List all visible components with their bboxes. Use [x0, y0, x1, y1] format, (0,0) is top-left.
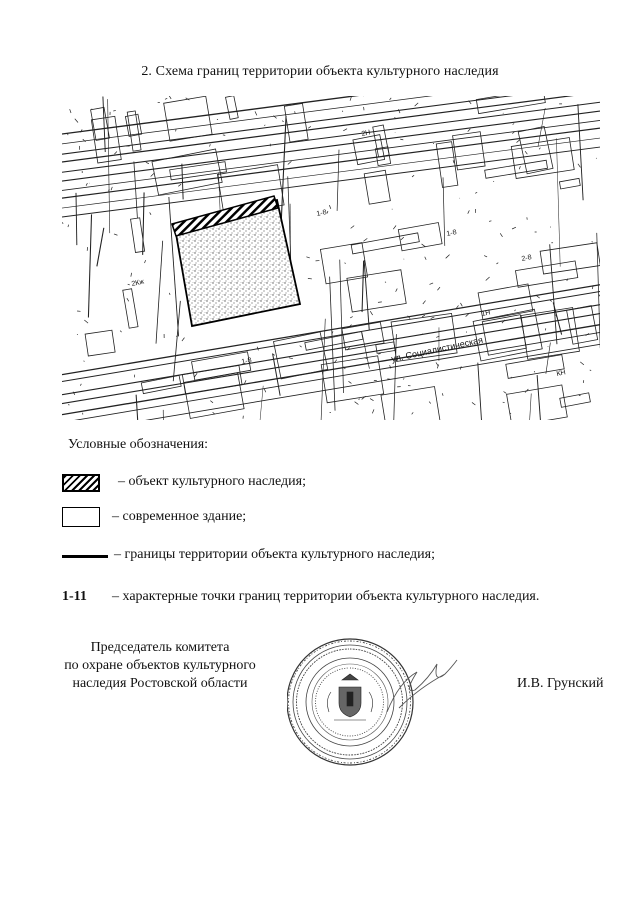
thick-line-icon [62, 555, 108, 558]
signatory-position: Председатель комитета по охране объектов культурного наследия Ростовской области [64, 640, 256, 691]
legend-item-points: 1-11 – характерные точки границ территории объекта культурного наследия. [62, 589, 540, 604]
hatched-box-icon [62, 474, 100, 492]
points-code: 1-11 [62, 589, 87, 604]
coat-of-arms-icon [327, 674, 372, 720]
street-label: ул. Социалистическая [390, 334, 484, 364]
heritage-territory [172, 196, 300, 326]
legend-item-boundary: – границы территории объекта культурного наследия; [62, 547, 602, 569]
map-sheet-label: 1-8 [240, 357, 253, 366]
map-sheet-label: КН [555, 369, 567, 378]
signatory-name: И.В. Грунский [517, 676, 604, 691]
legend-item-modern-building: – современное здание; [62, 507, 582, 529]
map-sheet-label: 2-8 [520, 254, 533, 263]
map-sheet-label: 2Кж [130, 278, 145, 288]
legend-item-heritage: – объект культурного наследия; [62, 474, 582, 496]
official-seal [287, 632, 467, 772]
map-sheet-label: 1-8 [315, 209, 328, 218]
map-sheet-label: 1Н [480, 309, 492, 318]
map-sheet-label: 2Н [360, 129, 372, 138]
signature-scribble [387, 660, 457, 712]
empty-box-icon [62, 507, 100, 527]
document-title: 2. Схема границ территории объекта культурного наследия [141, 64, 499, 79]
legend-heading: Условные обозначения: [68, 437, 209, 452]
map-sheet-label: 1-8 [445, 229, 458, 238]
territory-map [62, 96, 600, 420]
